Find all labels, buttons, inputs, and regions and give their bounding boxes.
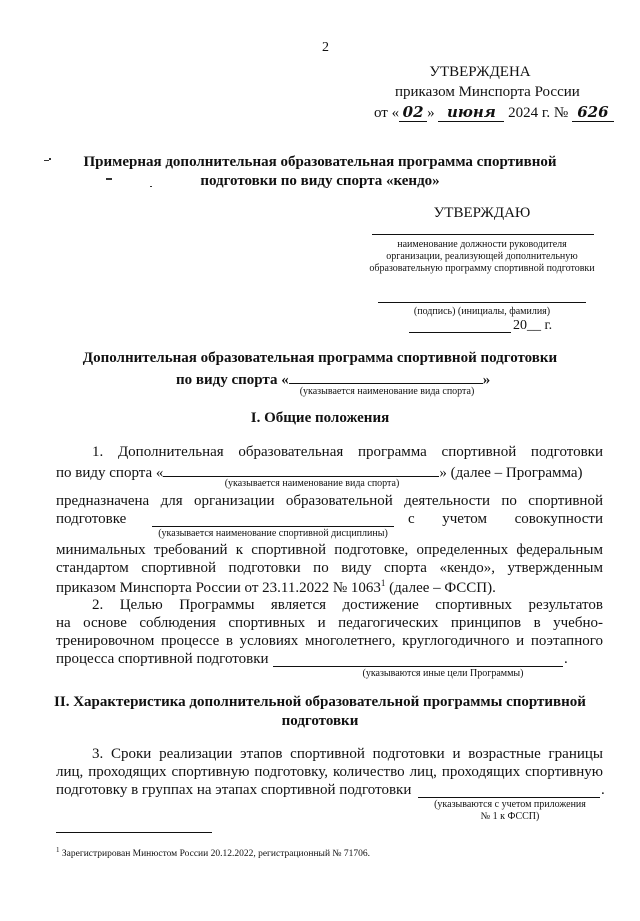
p3-line2: лиц, проходящих спортивную подготовку, количество лиц, проходящих спортивную: [56, 764, 603, 780]
p1-line2-suffix: » (далее – Программа): [439, 465, 583, 481]
program-line2-suffix: »: [482, 372, 491, 388]
p1-line7: [56, 578, 496, 597]
page-number: 2: [322, 40, 329, 55]
program-line2-prefix: по виду спорта «: [176, 372, 289, 388]
footnote-text: Зарегистрирован Минюстом России 20.12.2022, регистрационный № 71706.: [61, 849, 370, 860]
footnote: [56, 846, 370, 859]
program-caption: (указывается наименование вида спорта): [299, 386, 475, 397]
p1-caption1: (указывается наименование вида спорта): [224, 478, 400, 489]
p1-line2-prefix: по виду спорта «: [56, 465, 164, 481]
section2-heading-line1: II. Характеристика дополнительной образовательной программы спортивной: [54, 694, 586, 710]
p3-line1: 3. Сроки реализации этапов спортивной подготовки и возрастные границы: [92, 746, 603, 762]
p2-caption: (указываются иные цели Программы): [362, 668, 524, 679]
footnote-separator: [56, 832, 212, 833]
date-year: 2024 г. №: [508, 105, 569, 121]
order-number: 626: [572, 103, 614, 122]
section1-heading: I. Общие положения: [250, 410, 390, 426]
doc-title-line1: Примерная дополнительная образовательная программа спортивной: [83, 154, 557, 170]
footnote-ref: 1: [380, 578, 386, 588]
approve-caption2: организации, реализующей дополнительную: [386, 251, 578, 262]
p1-line5: минимальных требований к спортивной подготовке, определенных федеральным: [56, 542, 603, 558]
approval-order: приказом Минспорта России: [395, 84, 580, 100]
approve-title: УТВЕРЖДАЮ: [433, 205, 531, 221]
p1-line4-a: подготовке: [56, 511, 127, 527]
date-prefix: от «: [374, 105, 400, 121]
program-title-line1: Дополнительная образовательная программа спортивной подготовки: [82, 350, 558, 366]
approve-caption3: образовательную программу спортивной подготовки: [369, 263, 595, 274]
p2-line3: тренировочном процессе в условиях многолетнего, круглогодичного и поэтапного: [56, 633, 603, 649]
p3-line3-end: .: [601, 782, 605, 798]
approval-title: УТВЕРЖДЕНА: [429, 64, 531, 80]
section2-heading-line2: подготовки: [281, 713, 359, 729]
date-month: июня: [438, 103, 504, 122]
p1-discipline-blank: [152, 526, 394, 527]
approve-year: 20__ г.: [513, 318, 553, 333]
p2-goals-blank: [273, 666, 563, 667]
date-line: [409, 332, 511, 333]
p1-line7-a: приказом Минспорта России от 23.11.2022 № 1063: [56, 580, 381, 596]
p1-sport-blank: [163, 462, 439, 477]
date-day: 02: [399, 103, 427, 122]
p3-line3: подготовку в группах на этапах спортивной подготовки: [56, 782, 412, 798]
approval-date: [374, 103, 614, 122]
footnote-mark: 1: [56, 846, 60, 854]
p2-line4-end: .: [564, 651, 568, 667]
signature-caption: (подпись) (инициалы, фамилия): [413, 306, 551, 317]
p3-appendix-blank: [418, 797, 600, 798]
p1-line4-b: с учетом совокупности: [408, 511, 603, 527]
p2-line2: на основе соблюдения спортивных и педагогических принципов в учебно-: [56, 615, 603, 631]
p1-line1: 1. Дополнительная образовательная программа спортивной подготовки: [92, 444, 603, 460]
p2-line1: 2. Целью Программы является достижение спортивных результатов: [92, 597, 603, 613]
p1-line3: предназначена для организации образовательной деятельности по спортивной: [56, 493, 603, 509]
p3-caption1: (указываются с учетом приложения: [434, 799, 586, 810]
p1-caption2: (указывается наименование спортивной дисциплины): [158, 528, 388, 539]
p2-line4: процесса спортивной подготовки: [56, 651, 269, 667]
program-sport-blank: [289, 369, 483, 384]
date-mid: »: [427, 105, 435, 121]
p1-line7-b: (далее – ФССП).: [385, 580, 496, 596]
p1-line6: стандартом спортивной подготовки по виду спорта «кендо», утвержденным: [56, 560, 603, 576]
approve-caption1: наименование должности руководителя: [397, 239, 567, 250]
doc-title-line2: подготовки по виду спорта «кендо»: [200, 173, 440, 189]
p3-caption2: № 1 к ФССП): [480, 811, 540, 822]
signature-line: [378, 302, 586, 303]
approve-position-line: [372, 234, 594, 235]
